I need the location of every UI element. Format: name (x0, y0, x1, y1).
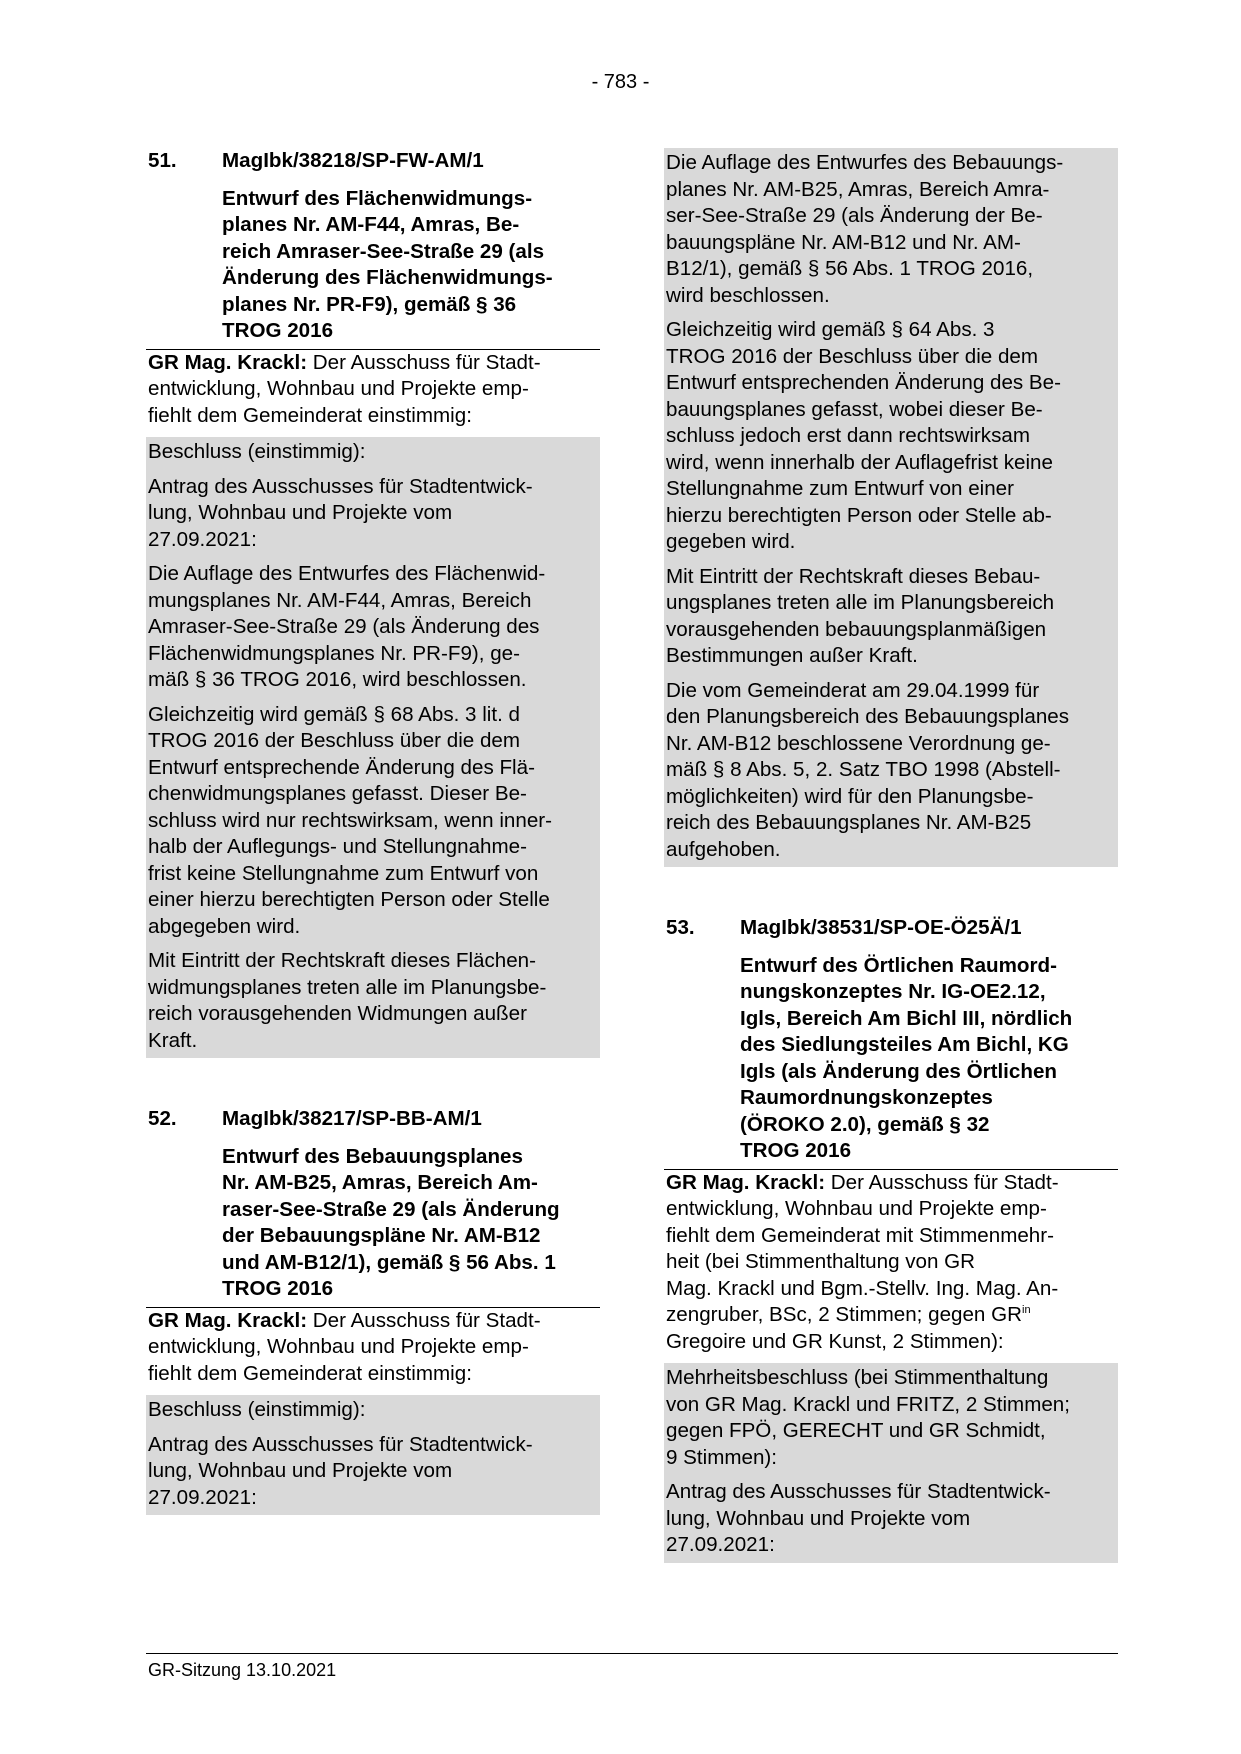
resolution-box (664, 1363, 1118, 1563)
agenda-item-53 (664, 915, 1118, 1563)
item-heading (664, 915, 1118, 1167)
motion-text: Antrag des Ausschusses für Stadtentwick- lung, Wohnbau und Projekte vom 27.09.2021: (666, 1480, 1051, 1556)
item-title: Entwurf des Bebauungsplanes Nr. AM-B25, Amras, Bereich Am- raser-See-Straße 29 (als Änderung der Bebauungspläne Nr. AM-B12 und AM-B12/1), gemäß § 56 Abs. 1 TROG 2016 (222, 1144, 560, 1300)
right-column (664, 148, 1118, 1563)
resolution-paragraph: Gleichzeitig wird gemäß § 68 Abs. 3 lit. d TROG 2016 der Beschluss über die dem Entwurf entsprechende Änderung des Flä- chenwidmungsplanes gefasst. Dieser Be- schluss wird nur rechtswirksam, wenn inner- halb der Auflegungs- und Stellungnahme- frist keine Stellungnahme zum Entwurf von einer hierzu berechtigten Person oder Stelle abgegeben wird. (148, 702, 552, 938)
resolution-box (146, 1395, 600, 1515)
left-column (146, 148, 600, 1515)
speaker-name: GR Mag. Krackl: (148, 350, 308, 374)
statement-text-end: Gregoire und GR Kunst, 2 Stimmen): (666, 1329, 1004, 1353)
speaker-name: GR Mag. Krackl: (148, 1308, 308, 1332)
agenda-item-51 (146, 148, 600, 1058)
superscript-suffix: in (1022, 1304, 1031, 1317)
resolution-paragraph: Gleichzeitig wird gemäß § 64 Abs. 3 TROG 2016 der Beschluss über die dem Entwurf entsprechenden Änderung des Be- bauungsplanes gefasst, wobei dieser Be- schluss jedoch erst dann rechtswirksam wird, wenn innerhalb der Auflagefrist keine Stellungnahme zum Entwurf von einer hierzu berechtigten Person oder Stelle ab- gegeben wird. (666, 318, 1061, 553)
resolution-paragraph: Die vom Gemeinderat am 29.04.1999 für den Planungsbereich des Bebauungsplanes Nr. AM-B12 beschlossene Verordnung ge- mäß § 8 Abs. 5, 2. Satz TBO 1998 (Abstell- möglichkeiten) wird für den Planungsbe- reich des Bebauungsplanes Nr. AM-B25 aufgehoben. (666, 678, 1070, 861)
item-reference: MagIbk/38218/SP-FW-AM/1 (222, 149, 484, 172)
item-title: Entwurf des Flächenwidmungs- planes Nr. AM-F44, Amras, Be- reich Amraser-See-Straße 29 (als Änderung des Flächenwidmungs- planes Nr. PR-F9), gemäß § 36 TROG 2016 (222, 186, 553, 342)
item-title: Entwurf des Örtlichen Raumord- nungskonzeptes Nr. IG-OE2.12, Igls, Bereich Am Bichl III, nördlich des Siedlungsteiles Am Bichl, KG Igls (als Änderung des Örtlichen Raumordnungskonzeptes (ÖROKO 2.0), gemäß § 32 TROG 2016 (740, 953, 1073, 1162)
motion-text: Antrag des Ausschusses für Stadtentwick- lung, Wohnbau und Projekte vom 27.09.2021: (148, 474, 533, 551)
item-heading (146, 148, 600, 347)
item-number: 53. (666, 916, 695, 939)
resolution-heading: Beschluss (einstimmig): (148, 1398, 366, 1421)
resolution-paragraph: Die Auflage des Entwurfes des Flächenwid- mungsplanes Nr. AM-F44, Amras, Bereich Amraser-See-Straße 29 (als Änderung des Flächenwidmungsplanes Nr. PR-F9), ge- mäß § 36 TROG 2016, wird beschlossen. (148, 562, 546, 691)
resolution-box (146, 437, 600, 1058)
resolution-paragraph: Mit Eintritt der Rechtskraft dieses Flächen- widmungsplanes treten alle im Planungsbe- reich vorausgehenden Widmungen außer Kraft. (148, 949, 547, 1052)
committee-statement (146, 1308, 600, 1388)
resolution-heading: Beschluss (einstimmig): (148, 440, 366, 463)
statement-text: Der Ausschuss für Stadt- entwicklung, Wohnbau und Projekte emp- fiehlt dem Gemeinderat einstimmig: (148, 350, 541, 427)
resolution-paragraph: Die Auflage des Entwurfes des Bebauungs- planes Nr. AM-B25, Amras, Bereich Amra- ser-See-Straße 29 (als Änderung der Be- bauungspläne Nr. AM-B12 und Nr. AM- B12/1), gemäß § 56 Abs. 1 TROG 2016, wird beschlossen. (666, 151, 1064, 307)
footer-session-label: GR-Sitzung 13.10.2021 (148, 1660, 337, 1680)
committee-statement (664, 1170, 1118, 1356)
statement-text: Der Ausschuss für Stadt- entwicklung, Wohnbau und Projekte emp- fiehlt dem Gemeinderat einstimmig: (148, 1308, 541, 1385)
resolution-heading: Mehrheitsbeschluss (bei Stimmenthaltung von GR Mag. Krackl und FRITZ, 2 Stimmen; gegen FPÖ, GERECHT und GR Schmidt, 9 Stimmen): (666, 1366, 1070, 1469)
speaker-name: GR Mag. Krackl: (666, 1170, 826, 1194)
resolution-box-continued (664, 148, 1118, 867)
statement-text: Der Ausschuss für Stadt- entwicklung, Wohnbau und Projekte emp- fiehlt dem Gemeinderat mit Stimmenmehr- heit (bei Stimmenthaltung von GR Mag. Krackl und Bgm.-Stellv. Ing. Mag. An- zengruber, BSc, 2 Stimmen; gegen GR (666, 1170, 1059, 1326)
footer-rule (146, 1653, 1118, 1654)
item-reference: MagIbk/38217/SP-BB-AM/1 (222, 1107, 482, 1130)
item-heading (146, 1106, 600, 1305)
page-number: - 783 - (591, 71, 650, 93)
item-reference: MagIbk/38531/SP-OE-Ö25Ä/1 (740, 916, 1022, 939)
agenda-item-52 (146, 1106, 600, 1515)
committee-statement (146, 350, 600, 430)
item-number: 51. (148, 149, 177, 172)
motion-text: Antrag des Ausschusses für Stadtentwick- lung, Wohnbau und Projekte vom 27.09.2021: (148, 1432, 533, 1509)
resolution-paragraph: Mit Eintritt der Rechtskraft dieses Bebau- ungsplanes treten alle im Planungsbereich vorausgehenden bebauungsplanmäßigen Bestimmungen außer Kraft. (666, 564, 1055, 667)
item-number: 52. (148, 1107, 177, 1130)
